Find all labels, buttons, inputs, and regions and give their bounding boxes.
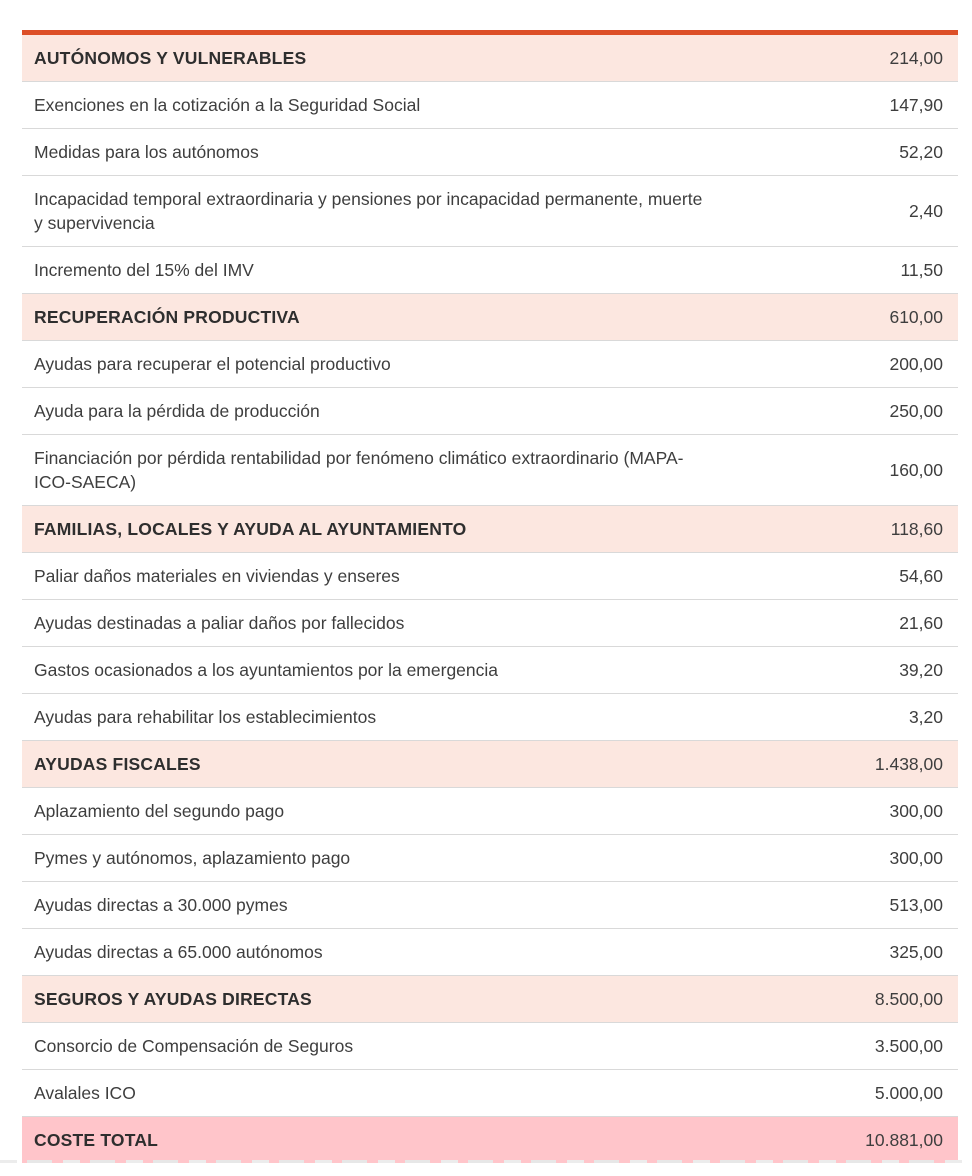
- row-label: Paliar daños materiales en viviendas y enseres: [34, 566, 400, 586]
- section-header-label: RECUPERACIÓN PRODUCTIVA: [34, 307, 300, 327]
- table-row: [22, 246, 958, 293]
- section-header-label: AYUDAS FISCALES: [34, 754, 201, 774]
- row-value: 250,00: [889, 401, 943, 421]
- section-header-row: [22, 293, 958, 340]
- table-row: [22, 387, 958, 434]
- table-row: [22, 1022, 958, 1069]
- table-row: [22, 1069, 958, 1116]
- section-header-value: 610,00: [889, 307, 943, 327]
- row-label: Pymes y autónomos, aplazamiento pago: [34, 848, 351, 868]
- table-row: [22, 175, 958, 246]
- table-row: [22, 128, 958, 175]
- row-value: 21,60: [899, 613, 943, 633]
- table-row: [22, 340, 958, 387]
- row-label: Avalales ICO: [34, 1083, 136, 1103]
- table-row: [22, 552, 958, 599]
- row-value: 300,00: [889, 848, 943, 868]
- row-value: 513,00: [889, 895, 943, 915]
- row-value: 160,00: [889, 460, 943, 480]
- table-row: [22, 787, 958, 834]
- total-label: COSTE TOTAL: [34, 1130, 159, 1150]
- row-label: Aplazamiento del segundo pago: [34, 801, 285, 821]
- section-header-row: [22, 740, 958, 787]
- bottom-dashed-divider: [0, 1160, 972, 1163]
- row-label: Ayudas directas a 65.000 autónomos: [34, 942, 323, 962]
- row-label: Financiación por pérdida rentabilidad por fenómeno climático extraordinario (MAPA-ICO-SAECA): [34, 448, 684, 492]
- section-header-label: AUTÓNOMOS Y VULNERABLES: [34, 48, 307, 68]
- row-value: 52,20: [899, 142, 943, 162]
- row-label: Ayudas directas a 30.000 pymes: [34, 895, 288, 915]
- row-label: Ayudas para recuperar el potencial productivo: [34, 354, 391, 374]
- table-row: [22, 646, 958, 693]
- row-label: Incapacidad temporal extraordinaria y pensiones por incapacidad permanente, muerte y supervivencia: [34, 189, 703, 233]
- table-row: [22, 881, 958, 928]
- row-value: 325,00: [889, 942, 943, 962]
- total-value: 10.881,00: [865, 1130, 943, 1150]
- row-label: Ayudas destinadas a paliar daños por fallecidos: [34, 613, 405, 633]
- row-label: Exenciones en la cotización a la Seguridad Social: [34, 95, 421, 115]
- row-label: Consorcio de Compensación de Seguros: [34, 1036, 354, 1056]
- row-value: 200,00: [889, 354, 943, 374]
- section-header-row: [22, 505, 958, 552]
- row-value: 11,50: [900, 260, 943, 280]
- section-header-value: 8.500,00: [874, 989, 943, 1009]
- section-header-value: 214,00: [889, 48, 943, 68]
- row-label: Gastos ocasionados a los ayuntamientos por la emergencia: [34, 660, 499, 680]
- section-header-label: FAMILIAS, LOCALES Y AYUDA AL AYUNTAMIENTO: [34, 519, 467, 539]
- row-value: 3.500,00: [874, 1036, 943, 1056]
- section-header-row: [22, 35, 958, 81]
- cost-table: [22, 30, 958, 1163]
- section-header-row: [22, 975, 958, 1022]
- row-label: Medidas para los autónomos: [34, 142, 259, 162]
- row-value: 300,00: [889, 801, 943, 821]
- table-row: [22, 434, 958, 505]
- total-row: [22, 1116, 958, 1163]
- table-row: [22, 928, 958, 975]
- section-header-value: 1.438,00: [874, 754, 943, 774]
- table-row: [22, 599, 958, 646]
- row-value: 5.000,00: [874, 1083, 943, 1103]
- table-row: [22, 81, 958, 128]
- table-row: [22, 834, 958, 881]
- row-label: Ayudas para rehabilitar los establecimientos: [34, 707, 377, 727]
- table-row: [22, 693, 958, 740]
- row-value: 147,90: [889, 95, 943, 115]
- row-value: 54,60: [899, 566, 943, 586]
- section-header-label: SEGUROS Y AYUDAS DIRECTAS: [34, 989, 312, 1009]
- row-label: Incremento del 15% del IMV: [34, 260, 254, 280]
- row-value: 3,20: [908, 707, 943, 727]
- row-value: 2,40: [908, 201, 943, 221]
- section-header-value: 118,60: [890, 519, 943, 539]
- row-label: Ayuda para la pérdida de producción: [34, 401, 320, 421]
- row-value: 39,20: [899, 660, 943, 680]
